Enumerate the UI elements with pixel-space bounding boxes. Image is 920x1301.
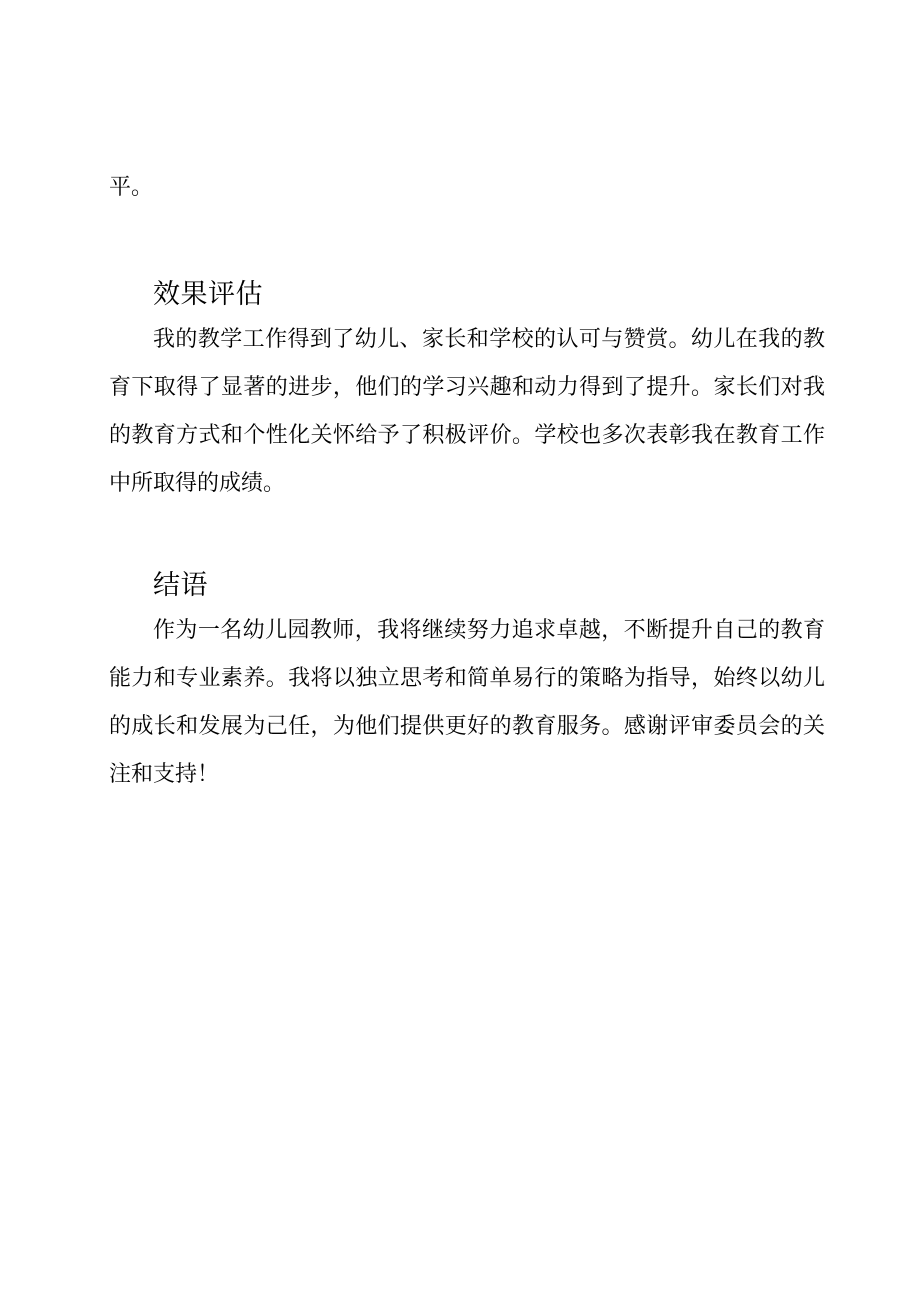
section-paragraph: 我的教学工作得到了幼儿、家长和学校的认可与赞赏。幼儿在我的教育下取得了显著的进步，他们的学习兴趣和动力得到了提升。家长们对我的教育方式和个性化关怀给予了积极评价。学校也多次表彰我在教育工作中所取得的成绩。 <box>109 327 825 496</box>
section-heading: 结语 <box>153 570 208 601</box>
section-heading: 效果评估 <box>153 279 263 310</box>
section-effect-evaluation <box>109 278 825 514</box>
section-conclusion <box>109 569 825 805</box>
section-paragraph: 作为一名幼儿园教师，我将继续努力追求卓越，不断提升自己的教育能力和专业素养。我将以独立思考和简单易行的策略为指导，始终以幼儿的成长和发展为己任，为他们提供更好的教育服务。感谢评审委员会的关注和支持！ <box>109 618 825 787</box>
continued-text-fragment: 平。 <box>109 175 154 200</box>
